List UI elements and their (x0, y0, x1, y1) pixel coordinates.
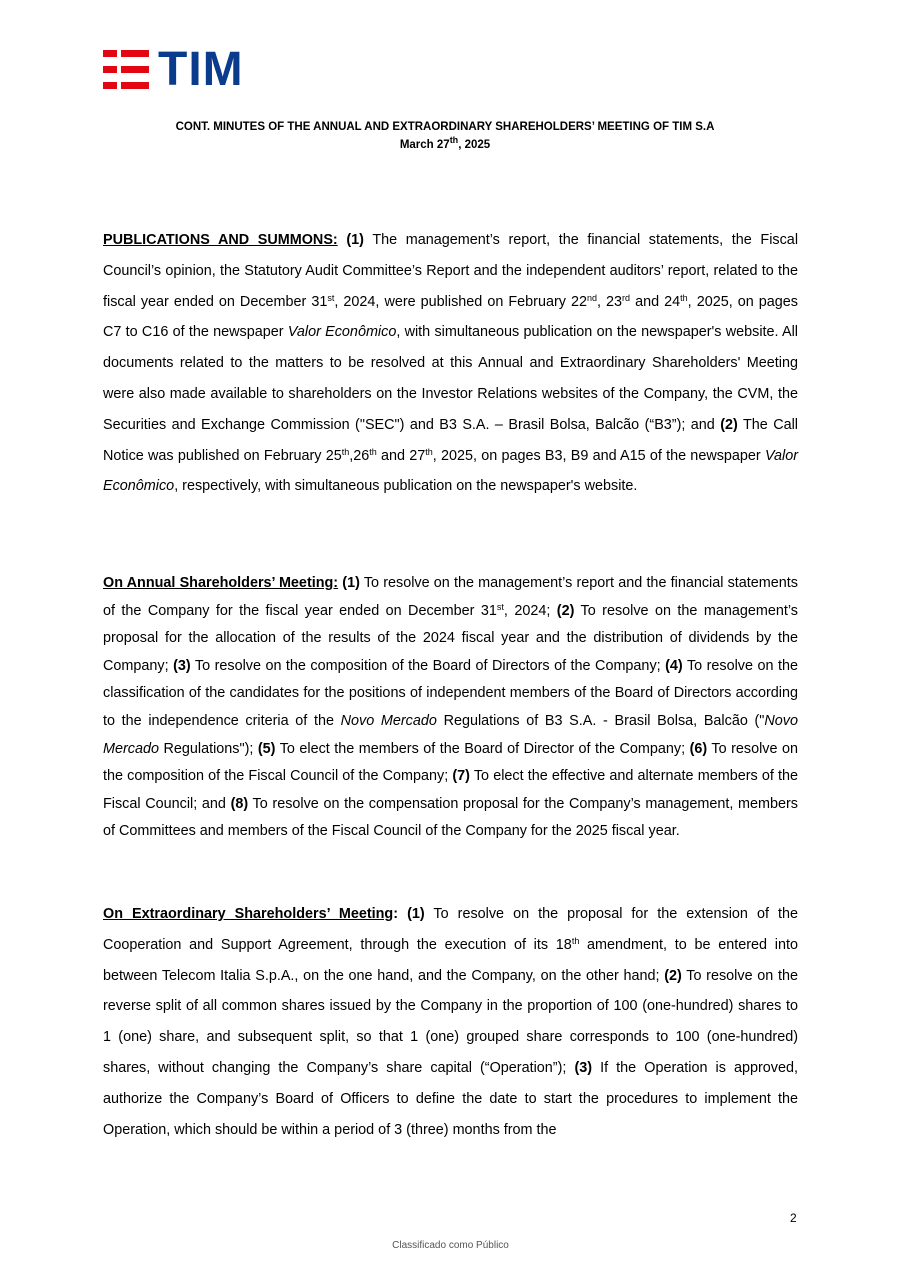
publications-label: PUBLICATIONS AND SUMMONS: (103, 232, 338, 248)
extraordinary-meeting-label: On Extraordinary Shareholders’ Meeting (103, 906, 394, 922)
classification-footer: Classificado como Público (392, 1240, 509, 1251)
document-date: March 27th, 2025 (399, 135, 491, 151)
publications-paragraph: PUBLICATIONS AND SUMMONS: (1) The management’s report, the financial statements, the Fiscal Council’s opinion, the Statutory Audit Committee’s Report and the independent auditors’ report, related to the fiscal year ended on December 31st, 2024, were published on February 22nd, 23rd and 24th, 2025, on pages C7 to C16 of the newspaper Valor Econômico, with simultaneous publication on the newspaper's website. All documents related to the matters to be resolved at this Annual and Extraordinary Shareholders' Meeting were also made available to shareholders on the Investor Relations websites of the Company, the CVM, the Securities and Exchange Commission ("SEC") and B3 S.A. – Brasil Bolsa, Balcão (“B3”); and (2) The Call Notice was published on February 25th,26th and 27th, 2025, on pages B3, B9 and A15 of the newspaper Valor Econômico, respectively, with simultaneous publication on the newspaper's website. (103, 232, 799, 495)
extraordinary-meeting-paragraph: On Extraordinary Shareholders’ Meeting: (1) To resolve on the proposal for the extension of the Cooperation and Support Agreement, through the execution of its 18th amendment, to be entered into between Telecom Italia S.p.A., on the one hand, and the Company, on the other hand; (2) To resolve on the reverse split of all common shares issued by the Company in the proportion of 100 (one-hundred) shares to 1 (one) share, and subsequent split, so that 1 (one) grouped share corresponds to 100 (one-hundred) shares, without changing the Company’s share capital (“Operation”); (3) If the Operation is approved, authorize the Company’s Board of Officers to define the date to start the procedures to implement the Operation, which should be within a period of 3 (three) months from the (103, 906, 798, 1138)
tim-logo-bars-icon (103, 50, 149, 90)
document-title: CONT. MINUTES OF THE ANNUAL AND EXTRAORDINARY SHAREHOLDERS’ MEETING OF TIM S.A (175, 121, 715, 133)
annual-meeting-label: On Annual Shareholders’ Meeting: (103, 575, 339, 591)
page-number: 2 (790, 1211, 797, 1225)
annual-meeting-paragraph: On Annual Shareholders’ Meeting: (1) To resolve on the management’s report and the financial statements of the Company for the fiscal year ended on December 31st, 2024; (2) To resolve on the management’s proposal for the allocation of the results of the 2024 fiscal year and the distribution of dividends by the Company; (3) To resolve on the composition of the Board of Directors of the Company; (4) To resolve on the classification of the candidates for the positions of independent members of the Board of Directors according to the independence criteria of the Novo Mercado Regulations of B3 S.A. - Brasil Bolsa, Balcão ("Novo Mercado Regulations"); (5) To elect the members of the Board of Director of the Company; (6) To resolve on the composition of the Fiscal Council of the Company; (7) To elect the effective and alternate members of the Fiscal Council; and (8) To resolve on the compensation proposal for the Company’s management, members of Committees and members of the Fiscal Council of the Company for the 2025 fiscal year. (103, 575, 799, 840)
tim-logo-text: TIM (158, 43, 244, 96)
